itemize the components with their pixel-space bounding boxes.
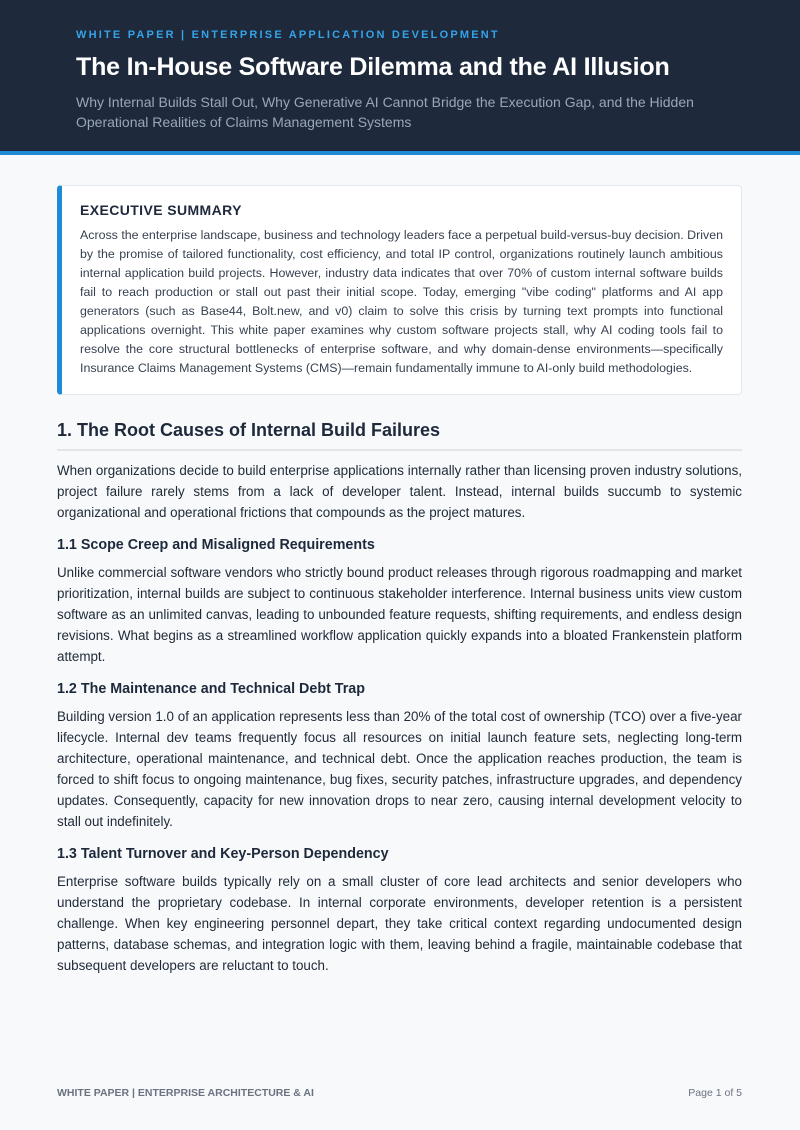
subsection-1-2-text: Building version 1.0 of an application represents less than 20% of the total cost of ownership (TCO) over a five-year lifecycle. Internal dev teams frequently focus all resources on initial launch feature sets, neglecting long-term architecture, operational maintenance, and technical debt. Once the application reaches production, the team is forced to shift focus to ongoing maintenance, bug fixes, security patches, infrastructure upgrades, and dependency updates. Consequently, capacity for new innovation drops to near zero, causing internal development velocity to stall out indefinitely. bbox=[57, 709, 742, 829]
subsection-1-3-text: Enterprise software builds typically rely on a small cluster of core lead architects and senior developers who understand the proprietary codebase. In internal corporate environments, developer retention is a persistent challenge. When key engineering personnel depart, they take critical context regarding undocumented design patterns, database schemas, and integration logic with them, leaving behind a fragile, maintainable codebase that subsequent developers are reluctant to touch. bbox=[57, 874, 742, 973]
header-kicker: WHITE PAPER | ENTERPRISE APPLICATION DEVELOPMENT bbox=[76, 29, 500, 41]
executive-summary-text: Across the enterprise landscape, business and technology leaders face a perpetual build-versus-buy decision. Driven by the promise of tailored functionality, cost efficiency, and total IP control, organizations routinely launch ambitious internal application build projects. However, industry data indicates that over 70% of custom internal software builds fail to reach production or stall out past their initial scope. Today, emerging "vibe coding" platforms and AI app generators (such as Base44, Bolt.new, and v0) claim to solve this crisis by turning text prompts into functional applications overnight. This white paper examines why custom software projects stall, why AI coding tools fail to resolve the core structural bottlenecks of enterprise software, and why domain-dense environments—specifically Insurance Claims Management Systems (CMS)—remain fundamentally immune to AI-only build methodologies. bbox=[80, 228, 723, 375]
subsection-1-2-heading: 1.2 The Maintenance and Technical Debt Trap bbox=[57, 681, 365, 697]
section-1-intro: When organizations decide to build enterprise applications internally rather than licensing proven industry solutions, project failure rarely stems from a lack of developer talent. Instead, internal builds succumb to systemic organizational and operational frictions that compounds as the project matures. bbox=[57, 463, 742, 520]
footer-label: WHITE PAPER | ENTERPRISE ARCHITECTURE & AI bbox=[57, 1087, 314, 1099]
subsection-1-1-text: Unlike commercial software vendors who strictly bound product releases through rigorous roadmapping and market prioritization, internal builds are subject to continuous stakeholder interference. Internal business units view custom software as an unlimited canvas, leading to unbounded feature requests, shifting requirements, and endless design revisions. What begins as a streamlined workflow application quickly expands into a bloated Frankenstein platform attempt. bbox=[57, 565, 742, 664]
document-subtitle: Why Internal Builds Stall Out, Why Generative AI Cannot Bridge the Execution Gap, and the Hidden Operational Realities of Claims Management Systems bbox=[76, 94, 694, 130]
page-footer bbox=[57, 1087, 742, 1100]
section-1-heading: 1. The Root Causes of Internal Build Failures bbox=[57, 419, 742, 451]
document-header bbox=[0, 0, 800, 155]
document-title: The In-House Software Dilemma and the AI Illusion bbox=[76, 53, 670, 81]
executive-summary-box bbox=[57, 185, 742, 395]
subsection-1-3-heading: 1.3 Talent Turnover and Key-Person Dependency bbox=[57, 846, 389, 862]
executive-summary-title: EXECUTIVE SUMMARY bbox=[80, 202, 242, 218]
document-body bbox=[0, 155, 800, 976]
subsection-1-1-heading: 1.1 Scope Creep and Misaligned Requirements bbox=[57, 537, 375, 553]
section-1 bbox=[57, 419, 742, 976]
page-number: Page 1 of 5 bbox=[688, 1087, 742, 1099]
